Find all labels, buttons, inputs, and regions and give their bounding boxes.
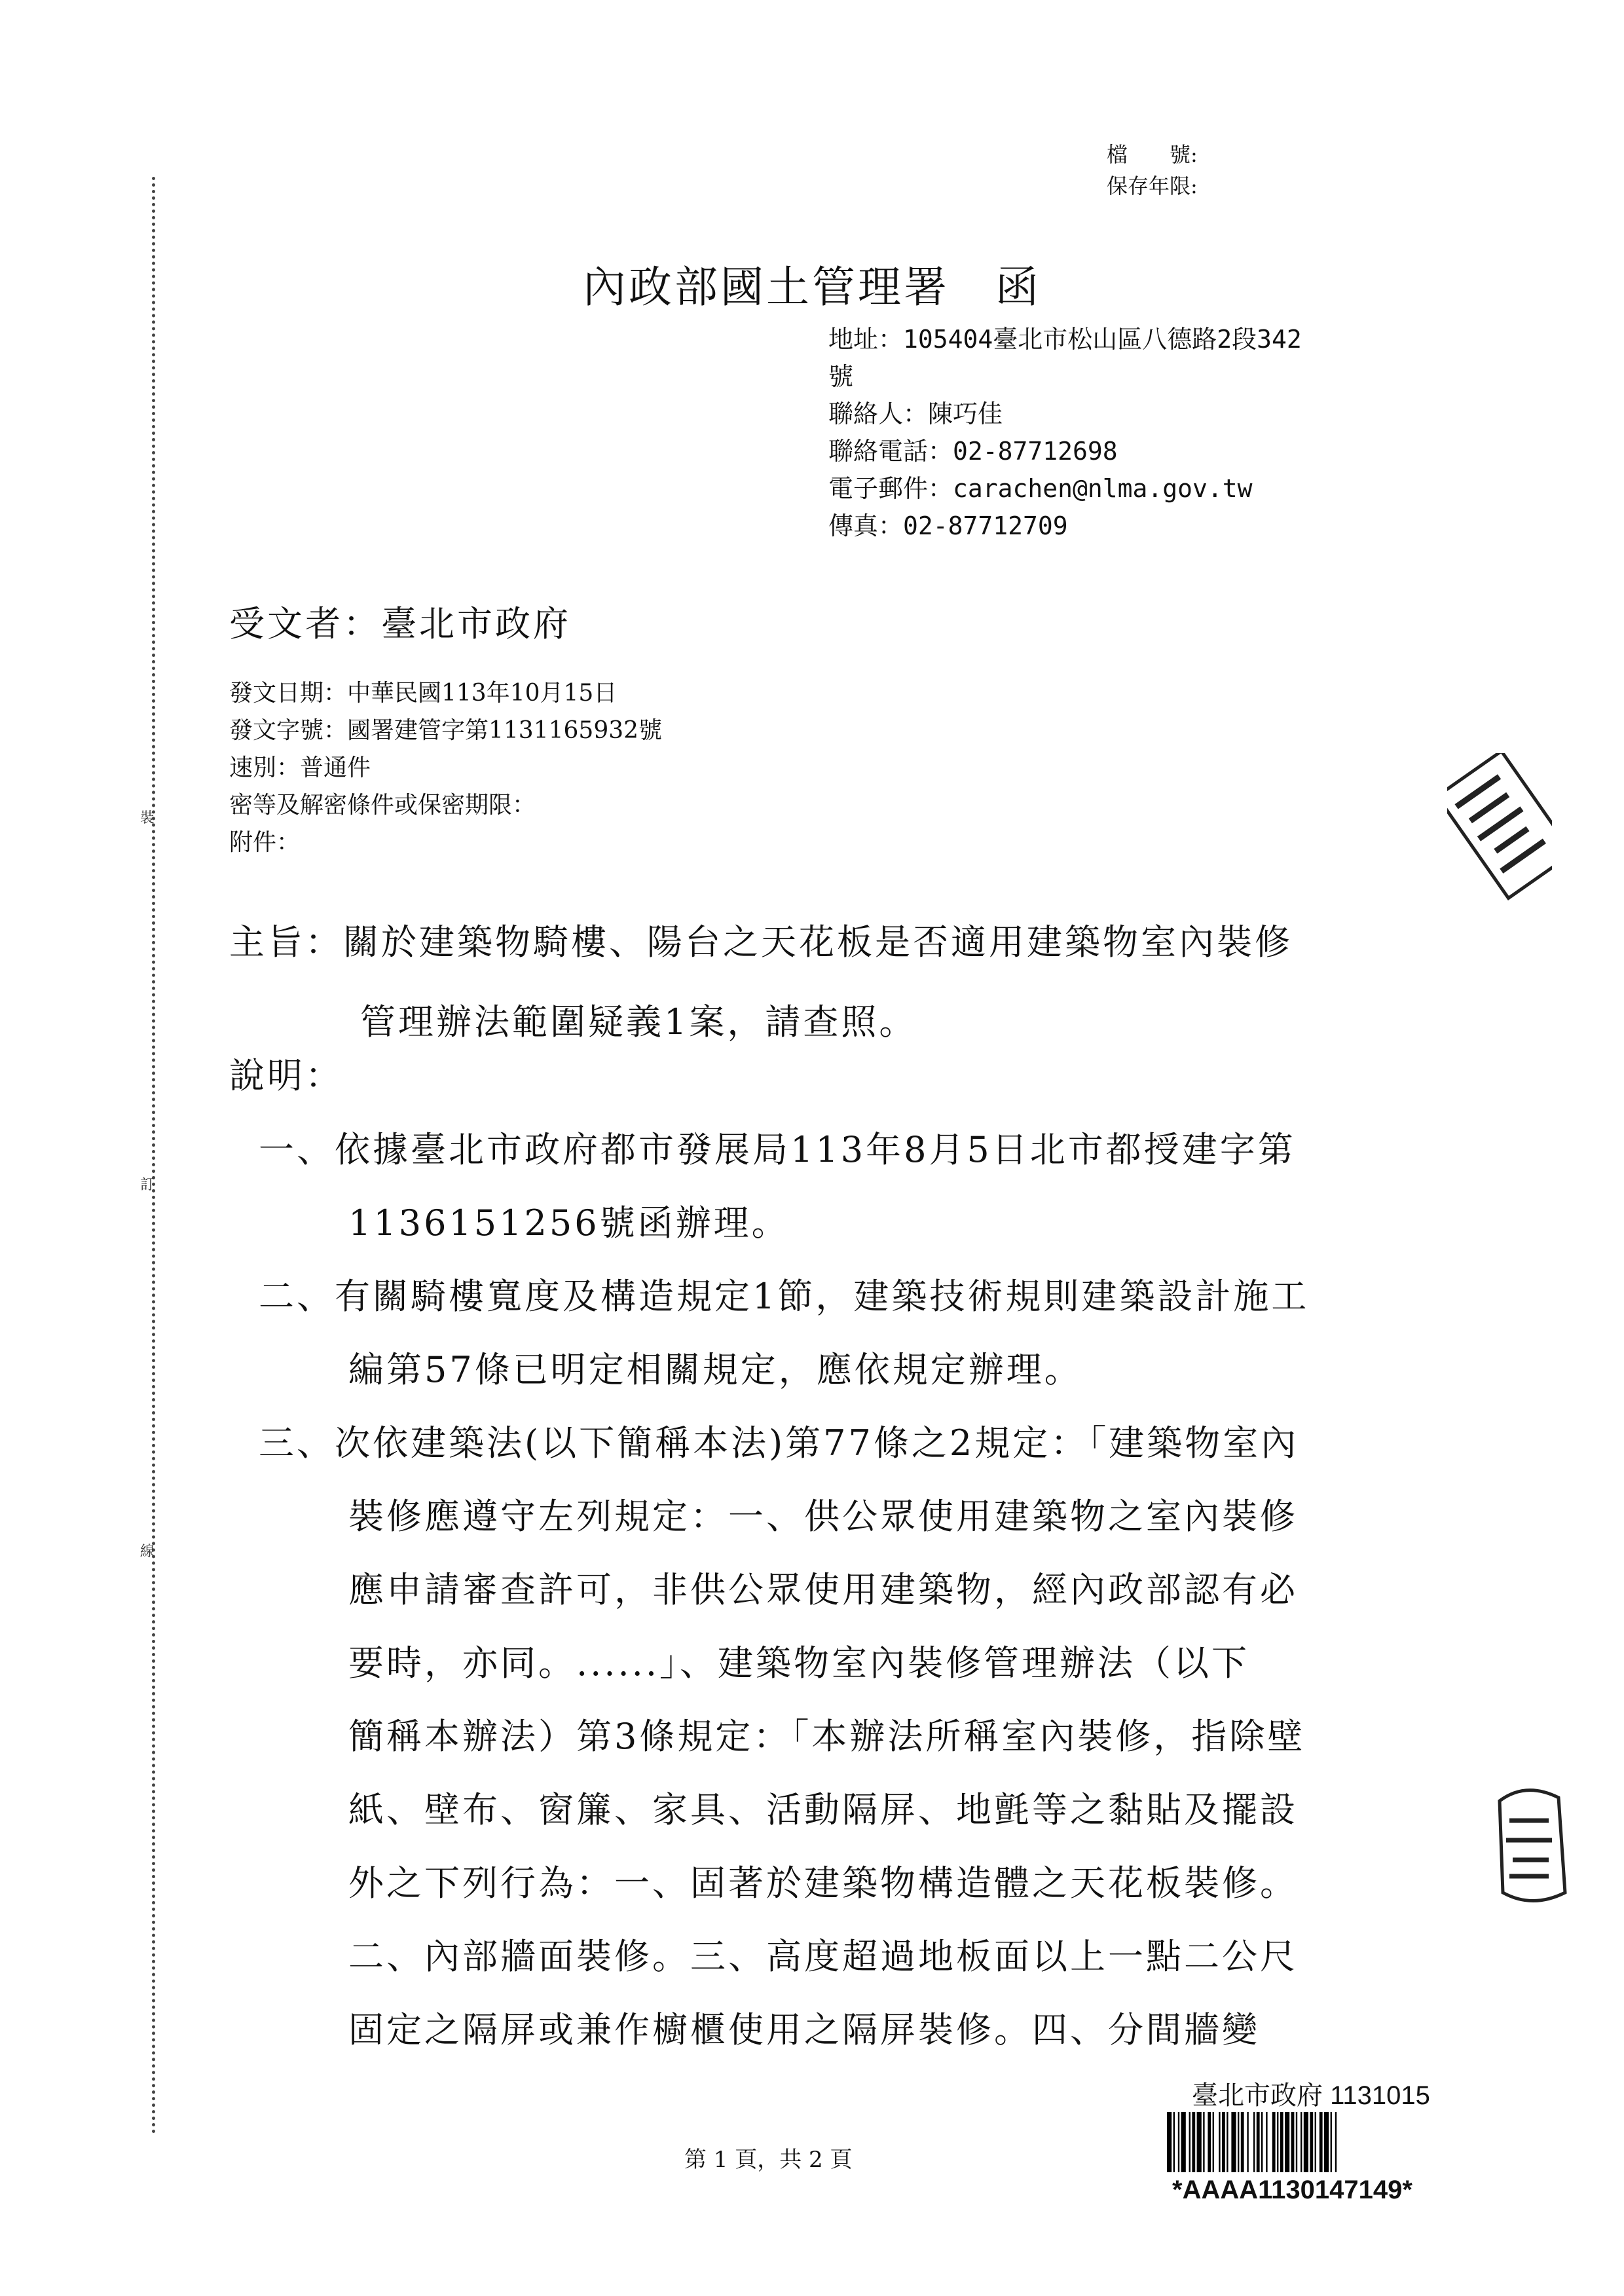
description-items	[259, 1113, 1309, 2067]
retention-label: 保存年限:	[1107, 174, 1198, 198]
sender-phone: 聯絡電話：02-87712698	[828, 437, 1118, 466]
item-continuation: 固定之隔屏或兼作櫥櫃使用之隔屏裝修。四、分間牆變	[348, 2009, 1260, 2050]
archive-info	[1107, 139, 1198, 202]
item-continuation: 應申請審查許可，非供公眾使用建築物，經內政部認有必	[348, 1569, 1298, 1610]
item-continuation: 二、內部牆面裝修。三、高度超過地板面以上一點二公尺	[348, 1936, 1298, 1977]
item-continuation: 外之下列行為：一、固著於建築物構造體之天花板裝修。	[348, 1862, 1298, 1904]
document-title: 內政部國土管理署 函	[583, 262, 1041, 312]
sender-address: 地址：105404臺北市松山區八德路2段342	[828, 325, 1302, 354]
margin-mark-bind: 裝	[140, 810, 155, 826]
sender-address-cont: 號	[828, 362, 854, 391]
margin-mark-line: 線	[140, 1544, 155, 1560]
sender-contact: 聯絡人：陳巧佳	[828, 399, 1003, 428]
item-continuation: 簡稱本辦法）第3條規定：「本辦法所稱室內裝修，指除壁	[348, 1716, 1306, 1757]
attachment: 附件：	[229, 829, 301, 856]
page-seal-icon	[1486, 1781, 1572, 1912]
subject-line-2: 管理辦法範圍疑義1案，請查照。	[360, 1001, 917, 1043]
sender-email: 電子郵件：carachen@nlma.gov.tw	[828, 474, 1253, 503]
item-continuation: 紙、壁布、窗簾、家具、活動隔屏、地氈等之黏貼及擺設	[348, 1789, 1298, 1830]
binding-margin-line	[152, 177, 155, 2135]
speed-class: 速別：普通件	[229, 754, 371, 781]
document-number: 發文字號：國署建管字第1131165932號	[229, 717, 663, 744]
description-item-1	[259, 1113, 1309, 1260]
barcode-number: *AAAA1130147149*	[1172, 2176, 1412, 2204]
secrecy-level: 密等及解密條件或保密期限：	[229, 792, 536, 819]
item-continuation: 裝修應遵守左列規定：一、供公眾使用建築物之室內裝修	[348, 1496, 1298, 1537]
file-number-label: 檔 號:	[1107, 142, 1198, 167]
item-first-line: 二、有關騎樓寬度及構造規定1節，建築技術規則建築設計施工	[259, 1276, 1310, 1317]
item-first-line: 三、次依建築法(以下簡稱本法)第77條之2規定：「建築物室內	[259, 1422, 1299, 1464]
recipient: 受文者：臺北市政府	[229, 603, 571, 644]
description-item-3	[259, 1407, 1309, 2067]
margin-mark-staple: 訂	[140, 1177, 155, 1193]
item-continuation: 編第57條已明定相關規定，應依規定辦理。	[348, 1349, 1082, 1390]
document-meta	[229, 675, 662, 861]
barcode-icon	[1166, 2112, 1464, 2172]
seal-stamp-icon	[1447, 753, 1552, 904]
issue-date: 發文日期：中華民國113年10月15日	[229, 680, 618, 707]
sender-info	[828, 321, 1302, 545]
item-continuation: 1136151256號函辦理。	[348, 1202, 790, 1244]
description-item-2	[259, 1260, 1309, 1407]
item-first-line: 一、依據臺北市政府都市發展局113年8月5日北市都授建字第	[259, 1129, 1296, 1170]
page-number: 第 1 頁，共 2 頁	[684, 2147, 853, 2173]
subject-line-1: 主旨：關於建築物騎樓、陽台之天花板是否適用建築物室內裝修	[229, 921, 1293, 963]
receipt-stamp: 臺北市政府 1131015	[1192, 2081, 1430, 2110]
description-label: 說明：	[229, 1055, 343, 1096]
sender-fax: 傳真：02-87712709	[828, 511, 1068, 540]
subject	[229, 902, 1293, 1062]
item-continuation: 要時，亦同。......」、建築物室內裝修管理辦法（以下	[348, 1642, 1249, 1684]
